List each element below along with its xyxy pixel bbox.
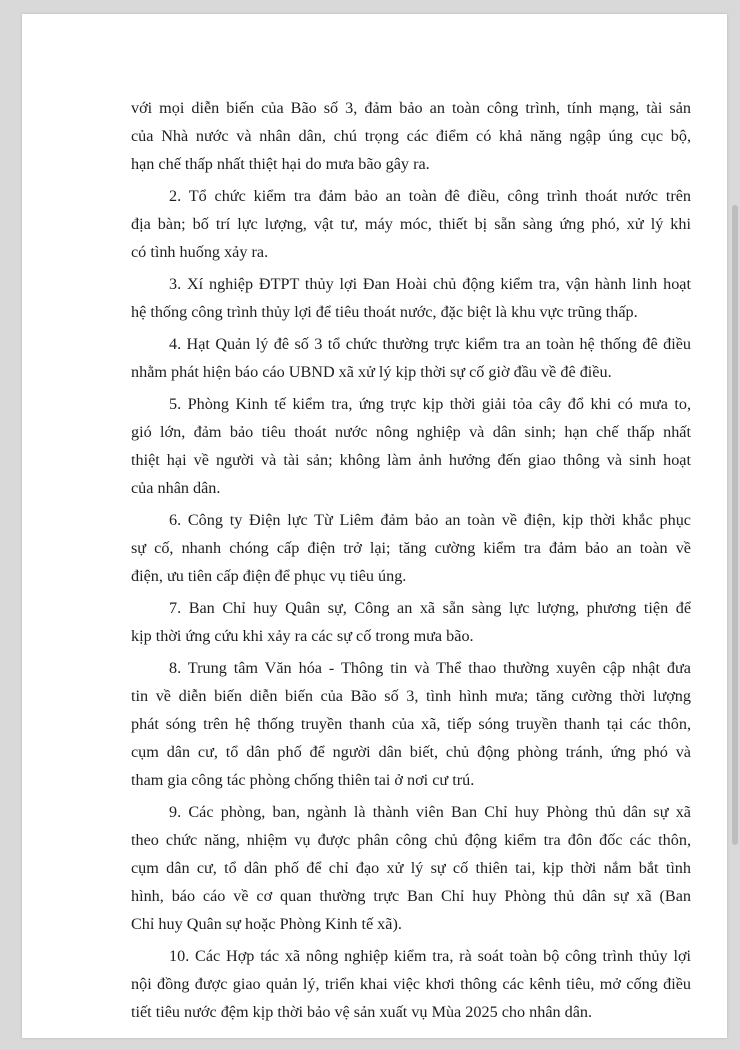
- text-line: hệ thống công trình thủy lợi để tiêu thoát nước, đặc biệt là khu vực trũng thấp.: [131, 303, 638, 321]
- text-line: 3. Xí nghiệp ĐTPT thủy lợi Đan Hoài chủ động kiểm tra, vận hành linh hoạt: [169, 275, 691, 293]
- text-line: của nhân dân.: [131, 479, 221, 497]
- text-line: của Nhà nước và nhân dân, chú trọng các điểm có khả năng ngập úng cục bộ,: [131, 127, 691, 145]
- text-line: với mọi diễn biến của Bão số 3, đảm bảo an toàn công trình, tính mạng, tài sản: [131, 99, 691, 117]
- text-line: 10. Các Hợp tác xã nông nghiệp kiểm tra, rà soát toàn bộ công trình thủy lợi: [169, 947, 691, 965]
- paragraph-item-10: [131, 942, 691, 1026]
- text-line: địa bàn; bố trí lực lượng, vật tư, máy móc, thiết bị sẵn sàng ứng phó, xử lý khi: [131, 215, 691, 233]
- text-line: thiệt hại về người và tài sản; không làm ảnh hưởng đến giao thông và sinh hoạt: [131, 451, 691, 469]
- text-line: có tình huống xảy ra.: [131, 243, 269, 261]
- paragraph-item-3: [131, 270, 691, 326]
- text-line: 7. Ban Chỉ huy Quân sự, Công an xã sẵn sàng lực lượng, phương tiện để: [169, 599, 691, 617]
- text-line: cụm dân cư, tổ dân phố để chỉ đạo xử lý sự cố thiên tai, kịp thời nắm bắt tình: [131, 859, 691, 877]
- text-line: hạn chế thấp nhất thiệt hại do mưa bão gây ra.: [131, 155, 430, 173]
- paragraph-item-7: [131, 594, 691, 650]
- text-line: 4. Hạt Quản lý đê số 3 tổ chức thường trực kiểm tra an toàn hệ thống đê điều: [169, 335, 691, 353]
- text-line: 2. Tổ chức kiểm tra đảm bảo an toàn đê điều, công trình thoát nước trên: [169, 187, 691, 205]
- text-line: nội đồng được giao quản lý, triển khai việc khơi thông các kênh tiêu, mở cống điều: [131, 975, 691, 993]
- text-line: kịp thời ứng cứu khi xảy ra các sự cố trong mưa bão.: [131, 627, 474, 645]
- text-line: điện, ưu tiên cấp điện để phục vụ tiêu úng.: [131, 567, 407, 585]
- paragraph-continuation: [131, 94, 691, 178]
- text-line: tin về diễn biến diễn biến của Bão số 3, tình hình mưa; tăng cường thời lượng: [131, 687, 691, 705]
- text-line: hình, báo cáo về cơ quan thường trực Ban Chỉ huy Phòng thủ dân sự xã (Ban: [131, 887, 691, 905]
- paragraph-item-9: [131, 798, 691, 938]
- paragraph-item-4: [131, 330, 691, 386]
- text-line: phát sóng trên hệ thống truyền thanh của xã, tiếp sóng truyền thanh tại các thôn,: [131, 715, 691, 733]
- text-line: theo chức năng, nhiệm vụ được phân công chủ động kiểm tra đôn đốc các thôn,: [131, 831, 691, 849]
- text-line: tiết tiêu nước đệm kịp thời bảo vệ sản xuất vụ Mùa 2025 cho nhân dân.: [131, 1003, 593, 1021]
- document-body: [131, 94, 691, 1026]
- text-line: nhằm phát hiện báo cáo UBND xã xử lý kịp thời sự cố giờ đầu về đê điều.: [131, 363, 612, 381]
- text-line: 9. Các phòng, ban, ngành là thành viên Ban Chỉ huy Phòng thủ dân sự xã: [169, 803, 691, 821]
- paragraph-item-6: [131, 506, 691, 590]
- text-line: 8. Trung tâm Văn hóa - Thông tin và Thể thao thường xuyên cập nhật đưa: [169, 659, 691, 677]
- text-line: tham gia công tác phòng chống thiên tai ở nơi cư trú.: [131, 771, 475, 789]
- paragraph-item-8: [131, 654, 691, 794]
- paragraph-item-5: [131, 390, 691, 502]
- text-line: sự cố, nhanh chóng cấp điện trở lại; tăng cường kiểm tra đảm bảo an toàn về: [131, 539, 691, 557]
- text-line: 6. Công ty Điện lực Từ Liêm đảm bảo an toàn về điện, kịp thời khắc phục: [169, 511, 691, 529]
- text-line: Chỉ huy Quân sự hoặc Phòng Kinh tế xã).: [131, 915, 402, 933]
- text-line: gió lớn, đảm bảo tiêu thoát nước nông nghiệp và dân sinh; hạn chế thấp nhất: [131, 423, 691, 441]
- document-page: [22, 14, 727, 1038]
- vertical-scrollbar[interactable]: [732, 205, 738, 845]
- text-line: 5. Phòng Kinh tế kiểm tra, ứng trực kịp thời giải tỏa cây đổ khi có mưa to,: [169, 395, 691, 413]
- text-line: cụm dân cư, tổ dân phố để người dân biết, chủ động phòng tránh, ứng phó và: [131, 743, 691, 761]
- paragraph-item-2: [131, 182, 691, 266]
